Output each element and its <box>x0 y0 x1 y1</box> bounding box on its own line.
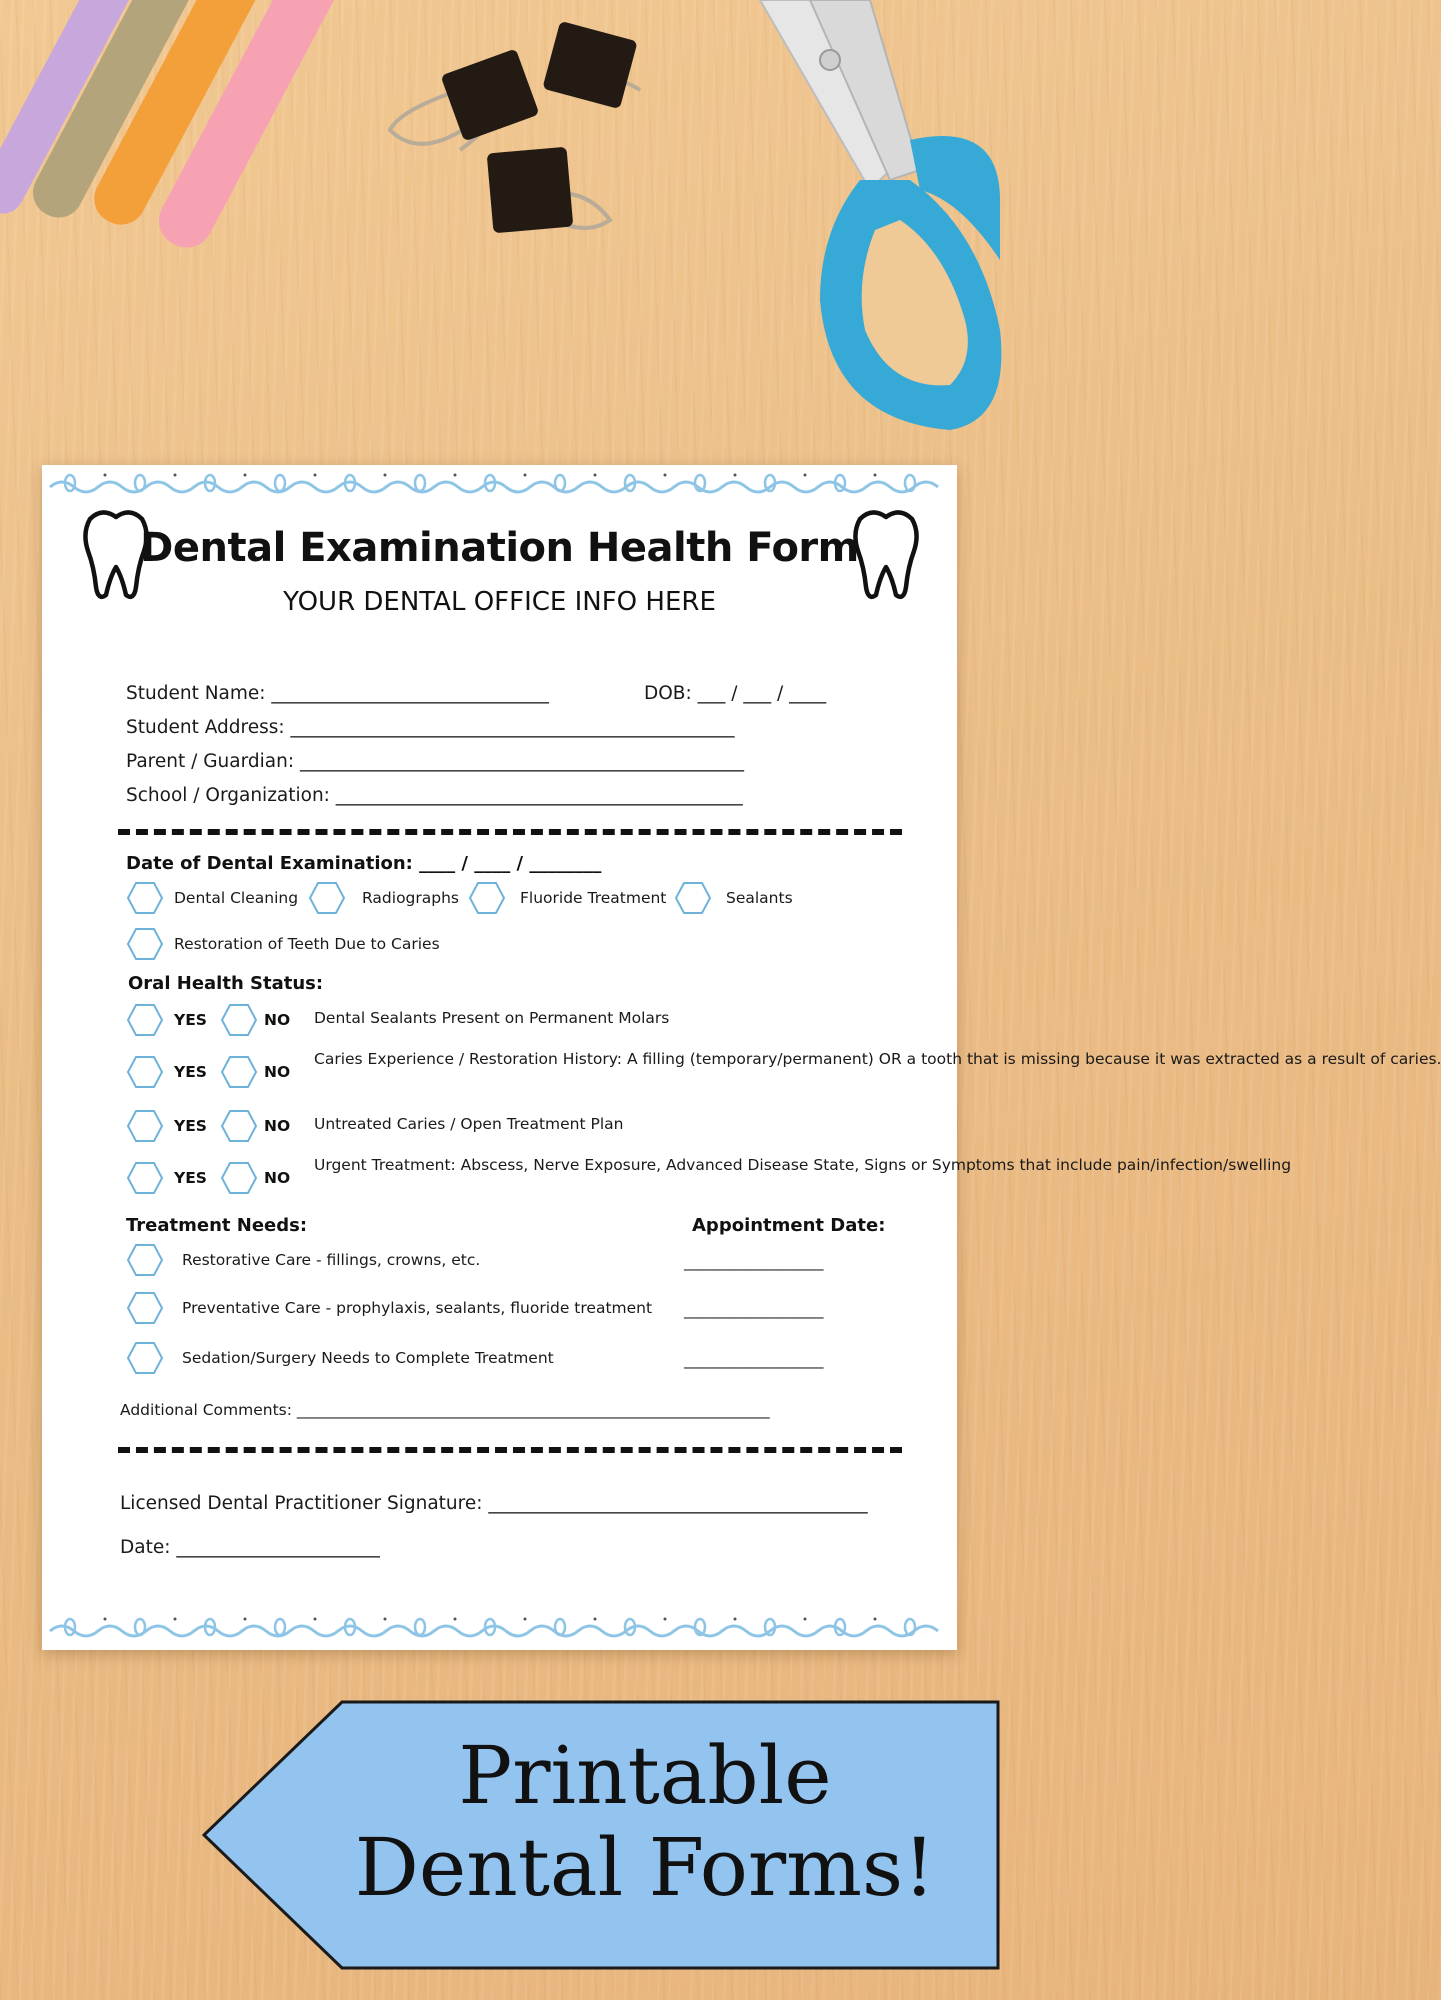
checkbox-hexagon-icon[interactable] <box>126 927 164 961</box>
school-field[interactable]: School / Organization: ____________________________________________ <box>126 785 743 806</box>
additional-comments-field[interactable]: Additional Comments: _____________________________________________________________ <box>120 1401 770 1419</box>
no-hexagon-icon[interactable] <box>220 1003 258 1037</box>
section-divider <box>118 829 902 835</box>
treatment-item: Preventative Care - prophylaxis, sealants, fluoride treatment <box>182 1299 653 1317</box>
treatment-heading: Treatment Needs: <box>126 1215 308 1236</box>
yes-label: YES <box>174 1169 207 1187</box>
appointment-heading: Appointment Date: <box>692 1215 886 1236</box>
checkbox-hexagon-icon[interactable] <box>126 1243 164 1277</box>
dob-field[interactable]: DOB: ___ / ___ / ____ <box>644 683 827 704</box>
section-divider <box>118 1447 902 1453</box>
office-info: YOUR DENTAL OFFICE INFO HERE <box>283 587 716 617</box>
checkbox-hexagon-icon[interactable] <box>126 881 164 915</box>
no-label: NO <box>264 1117 291 1135</box>
yes-hexagon-icon[interactable] <box>126 1003 164 1037</box>
checkbox-hexagon-icon[interactable] <box>126 1341 164 1375</box>
procedure-fluoride: Fluoride Treatment <box>520 889 667 907</box>
banner-line-2: Dental Forms! <box>354 1821 936 1914</box>
yes-hexagon-icon[interactable] <box>126 1109 164 1143</box>
student-name-field[interactable]: Student Name: ______________________________ <box>126 683 549 704</box>
oral-health-item: Urgent Treatment: Abscess, Nerve Exposure, Advanced Disease State, Signs or Symptoms that include pain/infection/swelling <box>314 1156 1292 1174</box>
binder-clips <box>380 10 660 250</box>
banner-line-1: Printable <box>458 1729 832 1822</box>
scissors <box>750 0 1000 450</box>
procedure-radiographs: Radiographs <box>362 889 460 907</box>
procedure-sealants: Sealants <box>726 889 793 907</box>
no-hexagon-icon[interactable] <box>220 1055 258 1089</box>
oral-health-item: Caries Experience / Restoration History: A filling (temporary/permanent) OR a tooth that is missing because it was extracted as a result of caries. <box>314 1050 1441 1068</box>
exam-date-field[interactable]: Date of Dental Examination: ____ / ____ / ________ <box>126 853 602 874</box>
appointment-date-field[interactable]: __________________ <box>684 1351 824 1369</box>
checkbox-hexagon-icon[interactable] <box>308 881 346 915</box>
yes-label: YES <box>174 1063 207 1081</box>
checkbox-hexagon-icon[interactable] <box>674 881 712 915</box>
yes-label: YES <box>174 1011 207 1029</box>
treatment-item: Sedation/Surgery Needs to Complete Treatment <box>182 1349 554 1367</box>
no-label: NO <box>264 1169 291 1187</box>
checkbox-hexagon-icon[interactable] <box>126 1291 164 1325</box>
no-hexagon-icon[interactable] <box>220 1109 258 1143</box>
dental-form-sheet <box>42 465 1441 1650</box>
banner-text <box>300 1730 990 1914</box>
form-title: Dental Examination Health Form <box>140 525 859 571</box>
appointment-date-field[interactable]: __________________ <box>684 1301 824 1319</box>
parent-guardian-field[interactable]: Parent / Guardian: ________________________________________________ <box>126 751 744 772</box>
student-address-field[interactable]: Student Address: ________________________________________________ <box>126 717 735 738</box>
chalk-sticks <box>0 0 330 300</box>
date-field[interactable]: Date: ______________________ <box>120 1537 380 1558</box>
no-label: NO <box>264 1011 291 1029</box>
no-hexagon-icon[interactable] <box>220 1161 258 1195</box>
signature-field[interactable]: Licensed Dental Practitioner Signature: _________________________________________ <box>120 1493 868 1514</box>
top-floss-border <box>50 469 950 499</box>
appointment-date-field[interactable]: __________________ <box>684 1253 824 1271</box>
treatment-item: Restorative Care - fillings, crowns, etc. <box>182 1251 481 1269</box>
no-label: NO <box>264 1063 291 1081</box>
oral-health-heading: Oral Health Status: <box>128 973 324 994</box>
checkbox-hexagon-icon[interactable] <box>468 881 506 915</box>
yes-hexagon-icon[interactable] <box>126 1161 164 1195</box>
yes-hexagon-icon[interactable] <box>126 1055 164 1089</box>
bottom-floss-border <box>50 1613 950 1643</box>
oral-health-item: Dental Sealants Present on Permanent Molars <box>314 1009 670 1027</box>
procedure-restoration: Restoration of Teeth Due to Caries <box>174 935 440 953</box>
yes-label: YES <box>174 1117 207 1135</box>
oral-health-item: Untreated Caries / Open Treatment Plan <box>314 1115 624 1133</box>
procedure-dental-cleaning: Dental Cleaning <box>174 889 299 907</box>
